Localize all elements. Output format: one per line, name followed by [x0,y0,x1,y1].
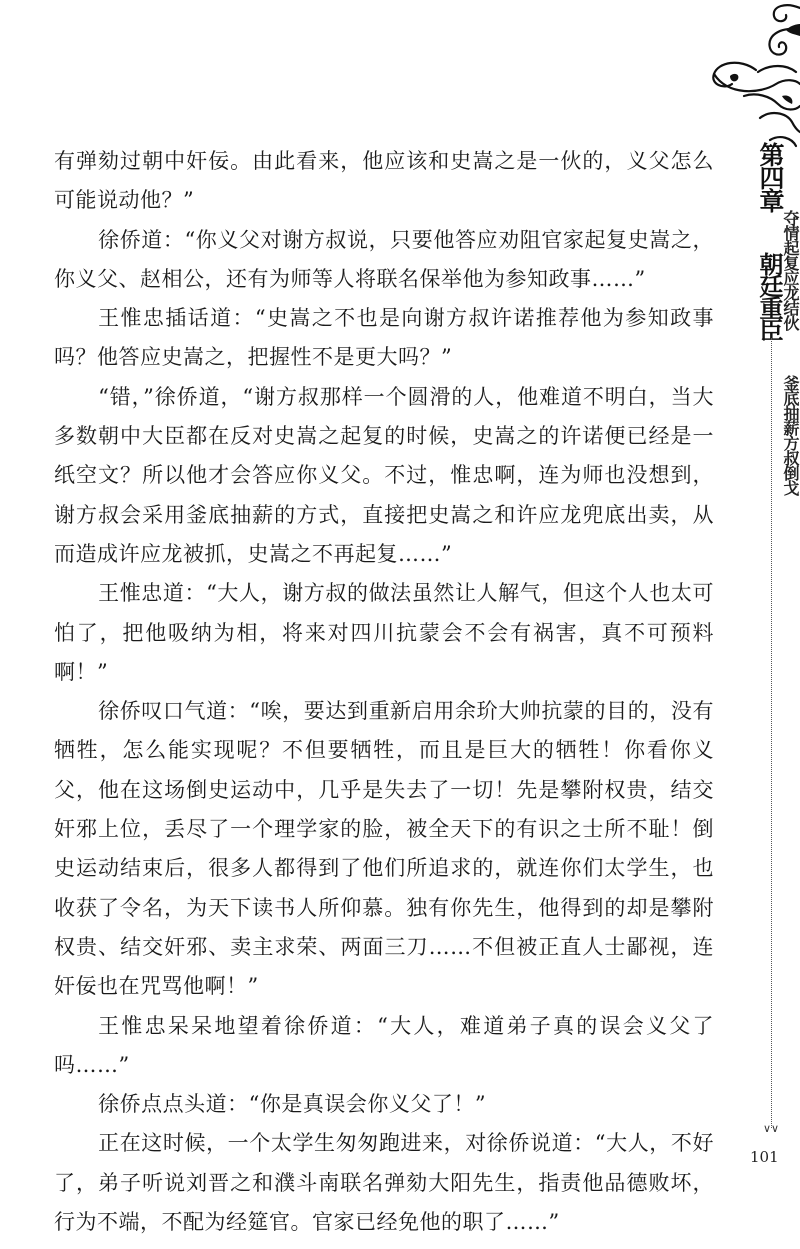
paragraph: 王惟忠道：“大人，谢方叔的做法虽然让人解气，但这个人也太可怕了，把他吸纳为相，将来对四川抗蒙会不会有祸害，真不可预料啊！” [54,581,714,684]
paragraph: 王惟忠插话道：“史嵩之不也是向谢方叔许诺推荐他为参知政事吗？他答应史嵩之，把握性不是更大吗？” [54,306,714,370]
paragraph: 有弹劾过朝中奸佞。由此看来，他应该和史嵩之是一伙的，义父怎么可能说动他？” [54,149,714,213]
chapter-number: 第四章 [756,142,785,211]
body-text [54,142,714,1242]
page-number: 101 [750,1148,779,1166]
chevron-down-icon: ∨∨ [762,1122,780,1135]
paragraph: 徐侨道：“你义父对谢方叔说，只要他答应劝阻官家起复史嵩之，你义父、赵相公，还有为师等人将联名保举他为参知政事……” [54,227,714,291]
paragraph: 徐侨点点头道：“你是真误会你义父了！” [98,1092,487,1117]
section-subtitle-1: 夺情起复应龙结伙 [781,210,800,330]
cloud-ornament-icon [700,0,800,160]
paragraph: 王惟忠呆呆地望着徐侨道：“大人，难道弟子真的误会义父了吗……” [54,1013,714,1077]
chapter-title: 朝廷重臣 [755,252,784,340]
section-subtitle-2: 釜底抽薪方叔倒戈 [781,375,800,495]
paragraph: “错，”徐侨道，“谢方叔那样一个圆滑的人，他难道不明白，当大多数朝中大臣都在反对史嵩之起复的时候，史嵩之的许诺便已经是一纸空文？所以他才会答应你义父。不过，惟忠啊，连为师也没想到，谢方叔会采用釜底抽薪的方式，直接把史嵩之和许应龙兜底出卖，从而造成许应龙被抓，史嵩之不再起复……” [54,384,714,566]
paragraph: 正在这时候，一个太学生匆匆跑进来，对徐侨说道：“大人，不好了，弟子听说刘晋之和濮斗南联名弹劾大阳先生，指责他品德败坏，行为不端，不配为经筵官。官家已经免他的职了……” [54,1131,714,1235]
paragraph: 徐侨叹口气道：“唉，要达到重新启用余玠大帅抗蒙的目的，没有牺牲，怎么能实现呢？不但要牺牲，而且是巨大的牺牲！你看你义父，他在这场倒史运动中，几乎是失去了一切！先是攀附权贵，结交奸邪上位，丢尽了一个理学家的脸，被全天下的有识之士所不耻！倒史运动结束后，很多人都得到了他们所追求的，就连你们太学生，也收获了令名，为天下读书人所仰慕。独有你先生，他得到的却是攀附权贵、结交奸邪、卖主求荣、两面三刀……不但被正直人士鄙视，连奸佞也在咒骂他啊！” [54,699,714,999]
dotted-divider [771,338,772,1128]
